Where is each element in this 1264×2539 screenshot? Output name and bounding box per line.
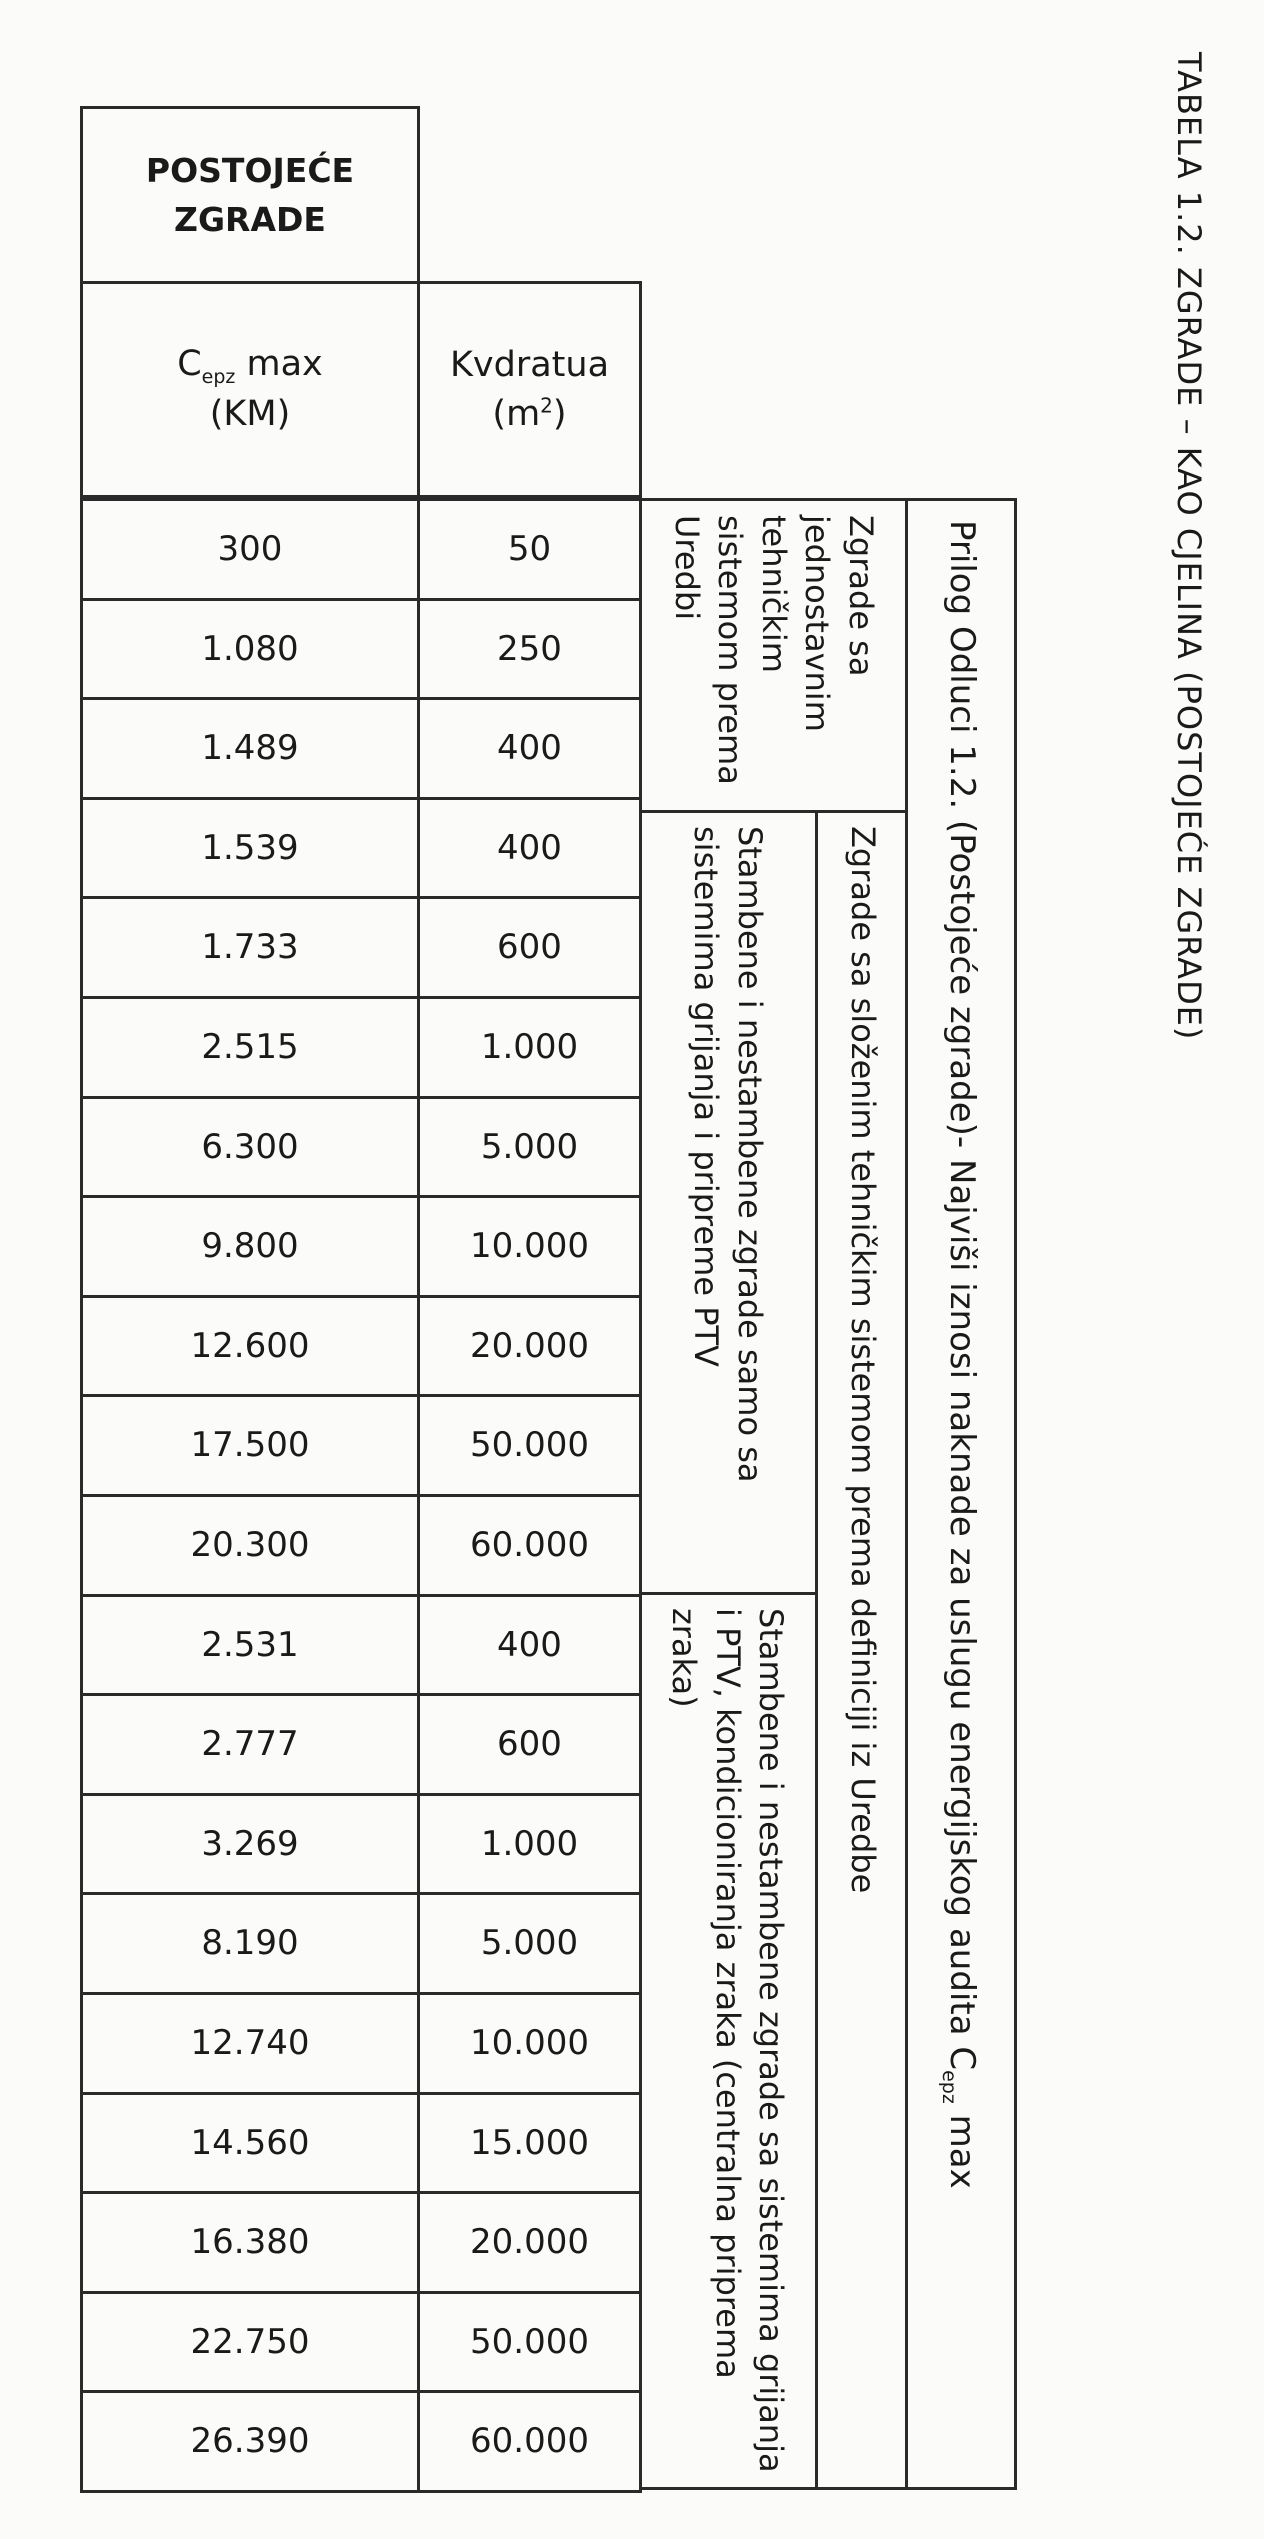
- cell-cost: 9.800: [80, 1195, 420, 1298]
- cell-cost: 6.300: [80, 1096, 420, 1198]
- caption: Prilog Odluci 1.2. (Postojeće zgrade)- Najviši iznosi naknade za uslugu energijskog audita $C_{epz}$ max: [938, 520, 982, 2189]
- cell-cost: 12.740: [80, 1992, 420, 2095]
- cell-cost: 12.600: [80, 1295, 420, 1397]
- header-cost: $C_{epz}$ max (KM): [80, 281, 420, 498]
- cell-area: 50: [417, 498, 642, 601]
- header-group: POSTOJEĆE ZGRADE: [80, 106, 420, 284]
- cell-area: 5.000: [417, 1892, 642, 1995]
- cell-area: 60.000: [417, 1494, 642, 1597]
- cell-cost: 22.750: [80, 2291, 420, 2393]
- cell-area: 1.000: [417, 996, 642, 1099]
- cell-area: 60.000: [417, 2390, 642, 2493]
- cell-cost: 3.269: [80, 1793, 420, 1895]
- cell-area: 50.000: [417, 1394, 642, 1497]
- cell-cost: 1.539: [80, 797, 420, 899]
- cell-area: 20.000: [417, 1295, 642, 1397]
- table-title: TABELA 1.2. ZGRADE – KAO CJELINA (POSTOJEĆE ZGRADE): [1169, 52, 1208, 1041]
- cell-area: 10.000: [417, 1195, 642, 1298]
- cell-area: 5.000: [417, 1096, 642, 1198]
- cell-cost: 2.515: [80, 996, 420, 1099]
- cell-cost: 14.560: [80, 2092, 420, 2194]
- header-area: Kvdratua $(m^2)$: [417, 281, 642, 498]
- cell-area: 10.000: [417, 1992, 642, 2095]
- cell-cost: 300: [80, 498, 420, 601]
- cell-area: 400: [417, 1594, 642, 1696]
- group-complex-heating: Stambene i nestambene zgrade samo sa sistemima grijanja i pripreme PTV: [687, 826, 769, 1483]
- cell-cost: 8.190: [80, 1892, 420, 1995]
- group-complex: Zgrade sa složenim tehničkim sistemom prema definiciji iz Uredbe: [843, 826, 882, 1894]
- cell-area: 400: [417, 797, 642, 899]
- cell-cost: 26.390: [80, 2390, 420, 2493]
- cell-area: 15.000: [417, 2092, 642, 2194]
- cell-cost: 17.500: [80, 1394, 420, 1497]
- cell-cost: 2.531: [80, 1594, 420, 1696]
- group-simple: Zgrade sa jednostavnim tehničkim sistemom prema Uredbi: [667, 515, 880, 785]
- cell-cost: 20.300: [80, 1494, 420, 1597]
- cell-area: 20.000: [417, 2191, 642, 2294]
- cell-area: 600: [417, 1693, 642, 1796]
- cell-cost: 1.733: [80, 896, 420, 999]
- group-complex-hvac: Stambene i nestambene zgrade sa sistemima grijanja i PTV, kondicioniranja zraka (centralna priprema zraka): [665, 1608, 791, 2473]
- cell-area: 1.000: [417, 1793, 642, 1895]
- cell-cost: 1.080: [80, 598, 420, 700]
- cell-area: 400: [417, 697, 642, 800]
- cell-cost: 2.777: [80, 1693, 420, 1796]
- cell-cost: 16.380: [80, 2191, 420, 2294]
- cell-area: 600: [417, 896, 642, 999]
- cell-area: 250: [417, 598, 642, 700]
- cell-cost: 1.489: [80, 697, 420, 800]
- cell-area: 50.000: [417, 2291, 642, 2393]
